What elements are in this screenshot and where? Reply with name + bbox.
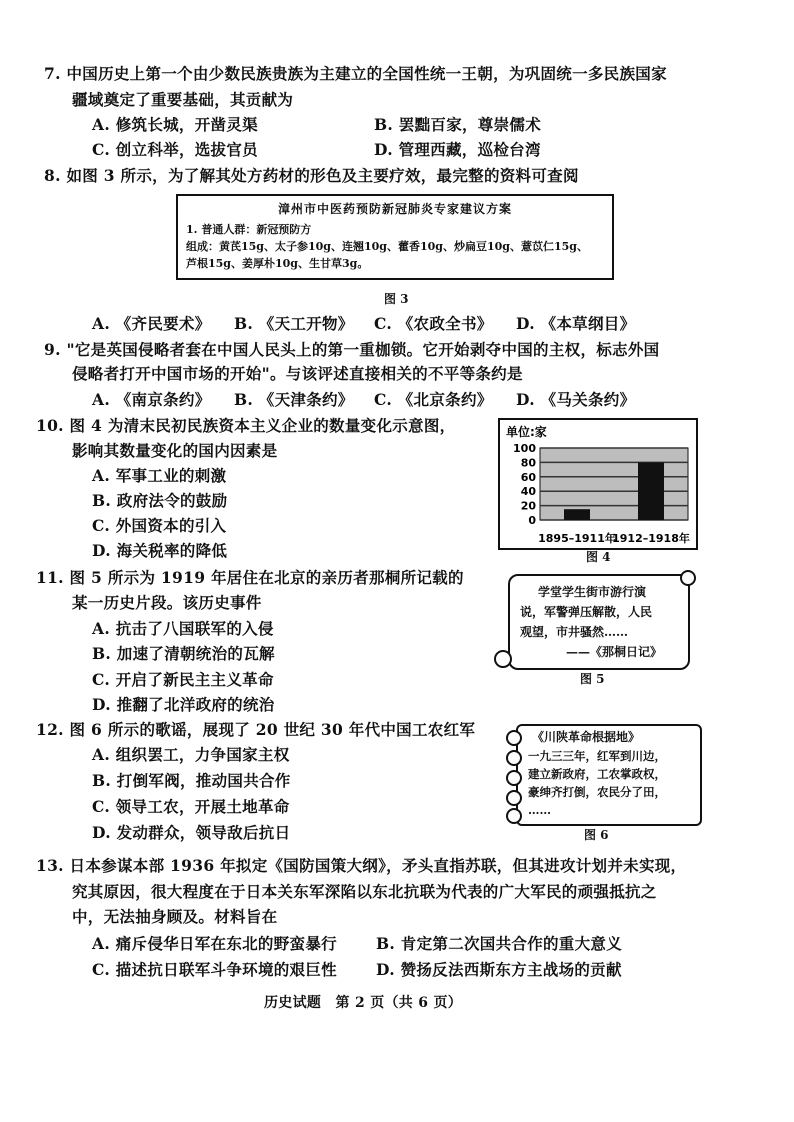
q9-stem-line1: 9. "它是英国侵略者套在中国人民头上的第一重枷锁。它开始剥夺中国的主权，标志外国 [44, 340, 660, 359]
figure-6-caption: 图 6 [584, 828, 609, 842]
figure-4-chart-frame [498, 418, 698, 550]
chart-bar [638, 462, 664, 520]
q9-option-c: C. 《北京条约》 [374, 390, 493, 409]
q10-option-c: C. 外国资本的引入 [92, 516, 227, 535]
q7-stem-line2: 疆域奠定了重要基础，其贡献为 [72, 90, 294, 109]
q7-option-d: D. 管理西藏，巡检台湾 [374, 140, 541, 159]
binder-ring-icon [506, 790, 522, 806]
binder-ring-icon [506, 770, 522, 786]
figure-5-scroll [508, 574, 690, 670]
figure-6-line4: …… [528, 803, 551, 817]
q12-option-c: C. 领导工农，开展土地革命 [92, 797, 290, 816]
figure-3-line1: 1. 普通人群：新冠预防方 [186, 223, 312, 236]
chart-x-tick-label: 1912–1918年 [612, 532, 690, 545]
chart-y-tick-label: 20 [520, 499, 536, 513]
figure-4-chart [500, 420, 696, 548]
q12-option-d: D. 发动群众，领导敌后抗日 [92, 823, 291, 842]
chart-y-tick-label: 0 [528, 514, 536, 527]
q13-option-c: C. 描述抗日联军斗争环境的艰巨性 [92, 960, 337, 979]
q11-stem-line1: 11. 图 5 所示为 1919 年居住在北京的亲历者那桐所记载的 [36, 568, 464, 587]
q9-stem-line2: 侵略者打开中国市场的开始"。与该评述直接相关的不平等条约是 [72, 364, 523, 383]
q8-option-b: B. 《天工开物》 [234, 314, 354, 333]
q9-option-b: B. 《天津条约》 [234, 390, 354, 409]
q10-option-d: D. 海关税率的降低 [92, 541, 228, 560]
page-footer: 历史试题 第 2 页（共 6 页） [264, 995, 463, 1011]
q7-option-c: C. 创立科举，选拔官员 [92, 140, 258, 159]
chart-plot-area [540, 448, 688, 520]
q11-option-c: C. 开启了新民主主义革命 [92, 670, 274, 689]
q8-option-a: A. 《齐民要术》 [92, 314, 211, 333]
q11-option-b: B. 加速了清朝统治的瓦解 [92, 644, 275, 663]
figure-5-caption: 图 5 [580, 672, 605, 686]
q13-stem-line1: 13. 日本参谋本部 1936 年拟定《国防国策大纲》，矛头直指苏联，但其进攻计划并未实现， [36, 856, 687, 875]
q10-option-a: A. 军事工业的刺激 [92, 466, 227, 485]
q13-option-b: B. 肯定第二次国共合作的重大意义 [376, 934, 622, 953]
q9-option-d: D. 《马关条约》 [516, 390, 636, 409]
q8-option-d: D. 《本草纲目》 [516, 314, 636, 333]
figure-3-line3: 芦根15g、姜厚朴10g、生甘草3g。 [186, 257, 369, 270]
figure-6-notebook [516, 724, 702, 826]
q12-stem: 12. 图 6 所示的歌谣，展现了 20 世纪 30 年代中国工农红军 [36, 720, 476, 739]
figure-3-title: 漳州市中医药预防新冠肺炎专家建议方案 [277, 202, 512, 216]
chart-y-tick-label: 80 [520, 456, 536, 470]
figure-5-line4: ——《那桐日记》 [566, 645, 663, 659]
chart-y-tick-label: 40 [520, 485, 536, 499]
q9-option-a: A. 《南京条约》 [92, 390, 211, 409]
chart-y-unit-label: 单位:家 [506, 425, 547, 439]
chart-bar [564, 509, 590, 520]
binder-ring-icon [506, 750, 522, 766]
chart-x-tick-label: 1895–1911年 [538, 532, 616, 545]
q10-stem-line2: 影响其数量变化的国内因素是 [72, 441, 278, 460]
figure-3-line2: 组成：黄芪15g、太子参10g、连翘10g、藿香10g、炒扁豆10g、薏苡仁15g、 [186, 240, 588, 253]
scroll-roll-left-decoration [494, 650, 512, 668]
q13-stem-line2: 究其原因，很大程度在于日本关东军深陷以东北抗联为代表的广大军民的顽强抵抗之 [72, 882, 657, 901]
q7-stem-line1: 7. 中国历史上第一个由少数民族贵族为主建立的全国性统一王朝，为巩固统一多民族国家 [44, 64, 667, 83]
figure-3-caption: 图 3 [384, 292, 409, 306]
q10-option-b: B. 政府法令的鼓励 [92, 491, 228, 510]
q8-option-c: C. 《农政全书》 [374, 314, 493, 333]
chart-y-tick-label: 60 [520, 470, 536, 484]
q11-stem-line2: 某一历史片段。该历史事件 [72, 593, 262, 612]
figure-6-line2: 建立新政府，工农掌政权， [528, 767, 666, 781]
figure-5-line2: 说，军警弹压解散，人民 [520, 605, 653, 619]
q13-option-a: A. 痛斥侵华日军在东北的野蛮暴行 [92, 934, 337, 953]
figure-4-caption: 图 4 [586, 550, 611, 564]
q12-option-a: A. 组织罢工，力争国家主权 [92, 745, 290, 764]
binder-ring-icon [506, 808, 522, 824]
q8-stem: 8. 如图 3 所示，为了解其处方药材的形色及主要疗效，最完整的资料可查阅 [44, 166, 579, 185]
q10-stem-line1: 10. 图 4 为清末民初民族资本主义企业的数量变化示意图， [36, 416, 456, 435]
q13-option-d: D. 赞扬反法西斯东方主战场的贡献 [376, 960, 622, 979]
figure-6-line3: 豪绅齐打倒，农民分了田， [528, 785, 666, 799]
q11-option-a: A. 抗击了八国联军的入侵 [92, 619, 274, 638]
q13-stem-line3: 中，无法抽身顾及。材料旨在 [72, 907, 278, 926]
figure-3-box [176, 194, 614, 280]
figure-6-title: 《川陕革命根据地》 [532, 730, 641, 744]
q7-option-a: A. 修筑长城，开凿灵渠 [92, 115, 258, 134]
figure-6-line1: 一九三三年，红军到川边， [528, 749, 666, 763]
q7-option-b: B. 罢黜百家，尊崇儒术 [374, 115, 541, 134]
q11-option-d: D. 推翻了北洋政府的统治 [92, 695, 275, 714]
binder-ring-icon [506, 730, 522, 746]
chart-y-tick-label: 100 [513, 442, 536, 455]
scroll-roll-right-decoration [680, 570, 696, 586]
figure-5-line1: 学堂学生街市游行演 [538, 585, 647, 599]
figure-5-line3: 观望，市井骚然…… [520, 625, 629, 639]
q12-option-b: B. 打倒军阀，推动国共合作 [92, 771, 291, 790]
